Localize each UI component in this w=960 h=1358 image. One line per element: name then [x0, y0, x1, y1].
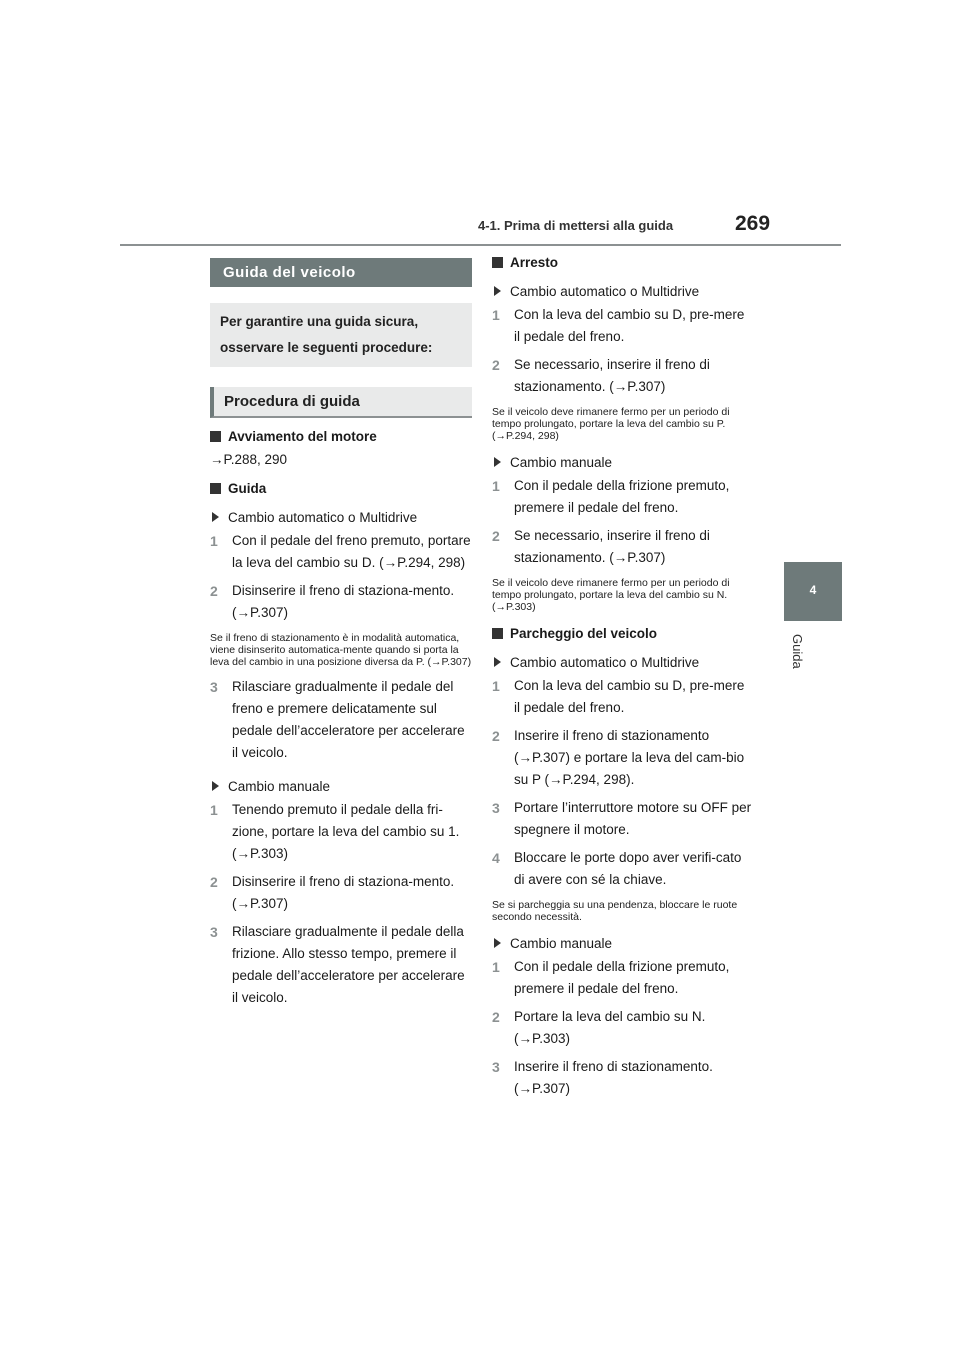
step-item: 2 Disinserire il freno di staziona-mento. (→P.307) [210, 583, 455, 620]
triangle-bullet-icon [494, 657, 501, 667]
list-label-manual: Cambio manuale [492, 935, 754, 952]
heading-stop: Arresto [492, 254, 754, 271]
page-header [0, 0, 960, 250]
list-label-auto: Cambio automatico o Multidrive [210, 509, 472, 526]
square-bullet-icon [210, 431, 221, 442]
chapter-tab-label-wrap [784, 630, 842, 670]
right-column [492, 254, 754, 1100]
heading-park: Parcheggio del veicolo [492, 625, 754, 642]
step-item: 2 Inserire il freno di stazionamento (→P.307) e portare la leva del cam-bio su P (→P.294, 298). [492, 728, 745, 787]
list-label-auto: Cambio automatico o Multidrive [492, 654, 754, 671]
triangle-bullet-icon [212, 781, 219, 791]
step-item: 1 Con il pedale della frizione premuto, premere il pedale del freno. [492, 478, 730, 515]
subsection-title: Procedura di guida [210, 387, 472, 418]
step-item: 1 Con il pedale del freno premuto, portare la leva del cambio su D. (→P.294, 298) [210, 533, 471, 570]
step-item: 2 Disinserire il freno di staziona-mento. (→P.307) [210, 874, 455, 911]
intro-box: Per garantire una guida sicura, osservare le seguenti procedure: [210, 303, 472, 367]
note-text: Se il veicolo deve rimanere fermo per un periodo di tempo prolungato, portare la leva del cambio su N. (→P.303) [492, 577, 730, 613]
step-item: 4 Bloccare le porte dopo aver verifi-cato di avere con sé la chiave. [492, 850, 742, 887]
triangle-bullet-icon [494, 286, 501, 296]
step-item: 1 Con la leva del cambio su D, pre-mere il pedale del freno. [492, 678, 745, 715]
triangle-bullet-icon [494, 457, 501, 467]
page-number: 269 [735, 212, 771, 235]
note-text: Se si parcheggia su una pendenza, bloccare le ruote secondo necessità. [492, 899, 738, 923]
chapter-tab [784, 562, 842, 621]
step-item: 3 Rilasciare gradualmente il pedale della frizione. Allo stesso tempo, premere il pedale dell’acceleratore per accelerare il veicolo. [210, 924, 465, 1005]
step-item: 2 Se necessario, inserire il freno di stazionamento. (→P.307) [492, 357, 710, 394]
step-item: 3 Portare l’interruttore motore su OFF per spegnere il motore. [492, 800, 752, 837]
list-label-auto: Cambio automatico o Multidrive [492, 283, 754, 300]
chapter-tab-label: Guida [790, 634, 805, 669]
list-label-manual: Cambio manuale [210, 778, 472, 795]
note-text: Se il veicolo deve rimanere fermo per un periodo di tempo prolungato, portare la leva del cambio su P. (→P.294, 298) [492, 406, 730, 442]
section-label: 4-1. Prima di mettersi alla guida [478, 218, 674, 233]
step-item: 1 Tenendo premuto il pedale della fri-zione, portare la leva del cambio su 1. (→P.303) [210, 802, 460, 861]
triangle-bullet-icon [212, 512, 219, 522]
left-column [210, 258, 472, 1009]
header-rule [120, 244, 841, 246]
section-title: Guida del veicolo [210, 258, 472, 287]
note-text: Se il freno di stazionamento è in modalità automatica, viene disinserito automatica-mente quando si porta la leva del cambio in una posizione diversa da P. (→P.307) [210, 632, 472, 668]
step-item: 2 Portare la leva del cambio su N. (→P.303) [492, 1009, 706, 1046]
list-label-manual: Cambio manuale [492, 454, 754, 471]
start-reference: →P.288, 290 [210, 452, 288, 467]
chapter-tab-number: 4 [809, 583, 817, 597]
square-bullet-icon [492, 628, 503, 639]
heading-start: Avviamento del motore [210, 428, 472, 445]
step-item: 1 Con il pedale della frizione premuto, premere il pedale del freno. [492, 959, 730, 996]
triangle-bullet-icon [494, 938, 501, 948]
step-item: 1 Con la leva del cambio su D, pre-mere il pedale del freno. [492, 307, 745, 344]
square-bullet-icon [492, 257, 503, 268]
step-item: 3 Rilasciare gradualmente il pedale del freno e premere delicatamente sul pedale dell’acceleratore per accelerare il veicolo. [210, 679, 465, 760]
step-item: 3 Inserire il freno di stazionamento. (→P.307) [492, 1059, 713, 1096]
heading-drive: Guida [210, 480, 472, 497]
step-item: 2 Se necessario, inserire il freno di stazionamento. (→P.307) [492, 528, 710, 565]
square-bullet-icon [210, 483, 221, 494]
